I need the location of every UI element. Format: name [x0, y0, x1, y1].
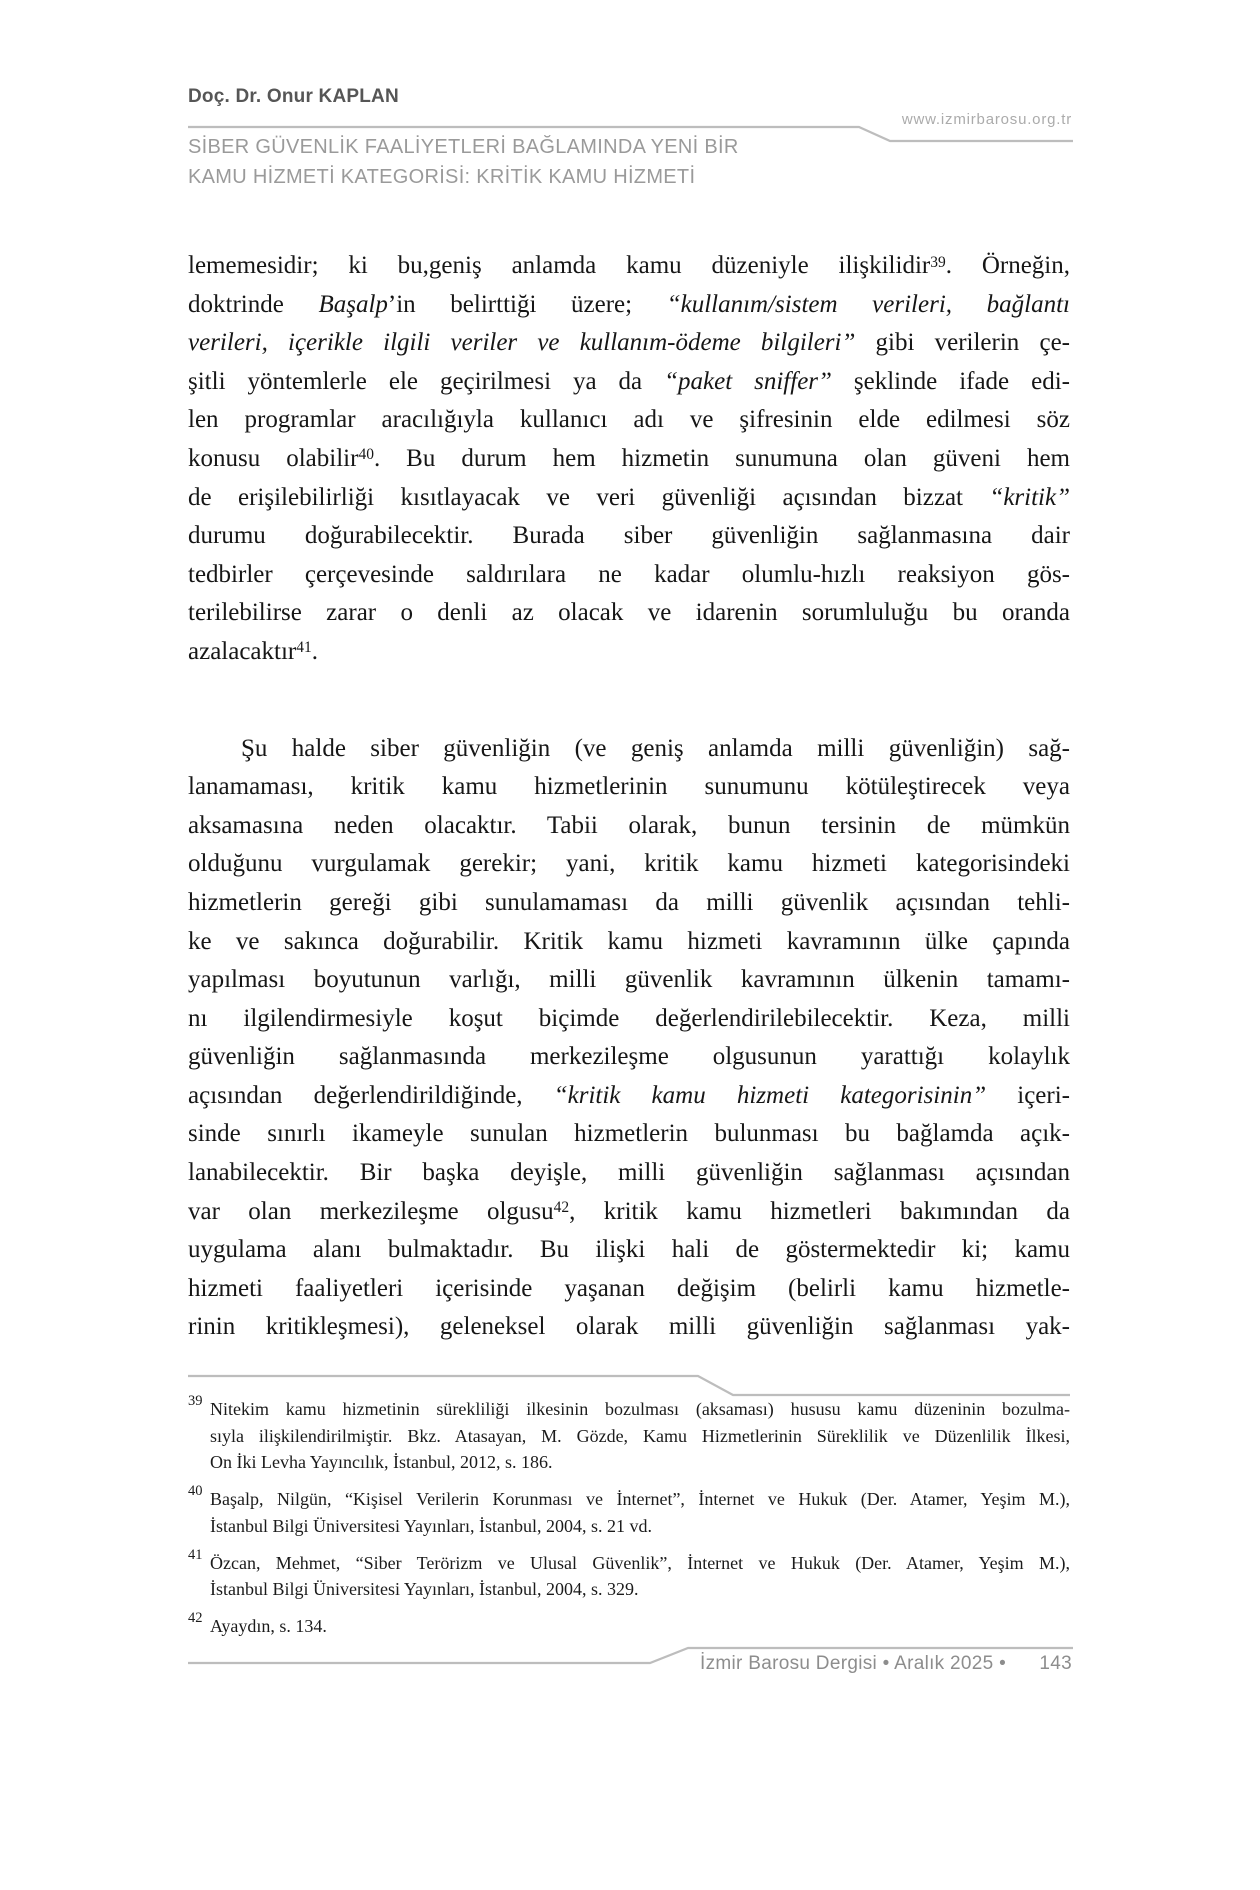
- footnote: [188, 1483, 1070, 1539]
- text-line: Başalp, Nilgün, “Kişisel Verilerin Korunması ve İnternet”, İnternet ve Hukuk (Der. Atamer, Yeşim M.),: [210, 1489, 1070, 1510]
- footnotes: [188, 1393, 1070, 1640]
- website-url: www.izmirbarosu.org.tr: [901, 111, 1072, 128]
- text-line: hizmeti faaliyetleri içerisinde yaşanan değişim (belirli kamu hizmetle-: [188, 1274, 1070, 1302]
- body-paragraph: [188, 730, 1070, 1348]
- text-line: Şu halde siber güvenliğin (ve geniş anlamda milli güvenliğin) sağ-: [241, 734, 1070, 762]
- text-line: İstanbul Bilgi Üniversitesi Yayınları, İstanbul, 2004, s. 329.: [210, 1579, 639, 1600]
- article-title: [188, 133, 739, 192]
- footnote-text: [210, 1486, 1070, 1539]
- text-line: İstanbul Bilgi Üniversitesi Yayınları, İstanbul, 2004, s. 21 vd.: [210, 1515, 652, 1536]
- text-line: terilebilirse zarar o denli az olacak ve idarenin sorumluluğu bu oranda: [188, 599, 1070, 627]
- text-line: durumu doğurabilecektir. Burada siber güvenliğin sağlanmasına dair: [188, 522, 1070, 550]
- article-body: [188, 247, 1070, 1347]
- journal-name: İzmir Barosu Dergisi • Aralık 2025 •: [700, 1653, 1007, 1674]
- text-line: ke ve sakınca doğurabilir. Kritik kamu hizmeti kavramının ülke çapında: [188, 927, 1070, 955]
- text-line: yapılması boyutunun varlığı, milli güvenlik kavramının ülkenin tamamı-: [188, 966, 1070, 994]
- author-name: Doç. Dr. Onur KAPLAN: [188, 86, 399, 107]
- text-line: sıyla ilişkilendirilmiştir. Bkz. Atasayan, M. Gözde, Kamu Hizmetlerinin Süreklilik ve Düzenlilik İlkesi,: [210, 1425, 1070, 1446]
- text-line: uygulama alanı bulmaktadır. Bu ilişki hali de göstermektedir ki; kamu: [188, 1236, 1070, 1264]
- footnote: [188, 1546, 1070, 1603]
- text-line: azalacaktır$^{41}$.: [188, 637, 318, 665]
- text-line: açısından değerlendirildiğinde, “kritik kamu hizmeti kategorisinin” içeri-: [188, 1081, 1070, 1109]
- text-line: lememesidir; ki bu,geniş anlamda kamu düzeniyle ilişkilidir$^{39}$. Örneğin,: [188, 252, 1070, 279]
- footnote-text: [210, 1613, 1070, 1640]
- page-number: 143: [1039, 1653, 1072, 1674]
- text-line: hizmetlerin gereği gibi sunulamaması da milli güvenlik açısından tehli-: [188, 888, 1070, 916]
- footnote-text: [210, 1550, 1070, 1603]
- text-line: güvenliğin sağlanmasında merkezileşme olgusunun yarattığı kolaylık: [188, 1043, 1070, 1071]
- text-line: On İki Levha Yayıncılık, İstanbul, 2012, s. 186.: [210, 1452, 553, 1473]
- footnote-number: 42: [188, 1609, 203, 1626]
- text-line: Özcan, Mehmet, “Siber Terörizm ve Ulusal Güvenlik”, İnternet ve Hukuk (Der. Atamer, Yeşim M.),: [210, 1552, 1070, 1573]
- text-line: lanamaması, kritik kamu hizmetlerinin sunumunu kötüleştirecek veya: [188, 773, 1070, 801]
- text-line: aksamasına neden olacaktır. Tabii olarak, bunun tersinin de mümkün: [188, 811, 1070, 839]
- body-paragraph: [188, 247, 1070, 672]
- text-line: de erişilebilirliği kısıtlayacak ve veri güvenliği açısından bizzat “kritik”: [188, 483, 1070, 511]
- text-line: tedbirler çerçevesinde saldırılara ne kadar olumlu-hızlı reaksiyon gös-: [188, 560, 1070, 588]
- text-line: nı ilgilendirmesiyle koşut biçimde değerlendirilebilecektir. Keza, milli: [188, 1004, 1070, 1032]
- text-line: sinde sınırlı ikameyle sunulan hizmetlerin bulunması bu bağlamda açık-: [188, 1120, 1070, 1148]
- text-line: olduğunu vurgulamak gerekir; yani, kritik kamu hizmeti kategorisindeki: [188, 850, 1070, 878]
- footnote-number: 41: [188, 1546, 203, 1563]
- text-line: var olan merkezileşme olgusu$^{42}$, kritik kamu hizmetleri bakımından da: [188, 1197, 1070, 1225]
- text-line: Ayaydın, s. 134.: [210, 1615, 327, 1636]
- article-title-line1: SİBER GÜVENLİK FAALİYETLERİ BAĞLAMINDA YENİ BİR: [188, 136, 739, 158]
- text-line: doktrinde Başalp’in belirttiği üzere; “kullanım/sistem verileri, bağlantı: [188, 290, 1070, 318]
- footnote-separator-rule: [188, 1369, 1070, 1399]
- text-line: verileri, içerikle ilgili veriler ve kullanım-ödeme bilgileri” gibi verilerin çe-: [188, 329, 1070, 357]
- text-line: konusu olabilir$^{40}$. Bu durum hem hizmetin sunumuna olan güveni hem: [188, 444, 1070, 472]
- page-footer: [700, 1653, 1072, 1675]
- article-title-line2: KAMU HİZMETİ KATEGORİSİ: KRİTİK KAMU HİZMETİ: [188, 165, 696, 188]
- text-line: rinin kritikleşmesi), geleneksel olarak milli güvenliğin sağlanması yak-: [188, 1313, 1070, 1341]
- footnote: [188, 1609, 1070, 1640]
- footnote-number: 39: [188, 1393, 203, 1409]
- footnote-number: 40: [188, 1483, 203, 1500]
- text-line: Nitekim kamu hizmetinin sürekliliği ilkesinin bozulması (aksaması) hususu kamu düzeninin bozulma-: [210, 1399, 1070, 1419]
- text-line: lanabilecektir. Bir başka deyişle, milli güvenliğin sağlanması açısından: [188, 1159, 1070, 1187]
- footnote: [188, 1393, 1070, 1476]
- text-line: len programlar aracılığıyla kullanıcı adı ve şifresinin elde edilmesi söz: [188, 406, 1070, 434]
- footnote-text: [210, 1396, 1070, 1476]
- text-line: şitli yöntemlerle ele geçirilmesi ya da “paket sniffer” şeklinde ifade edi-: [188, 367, 1070, 395]
